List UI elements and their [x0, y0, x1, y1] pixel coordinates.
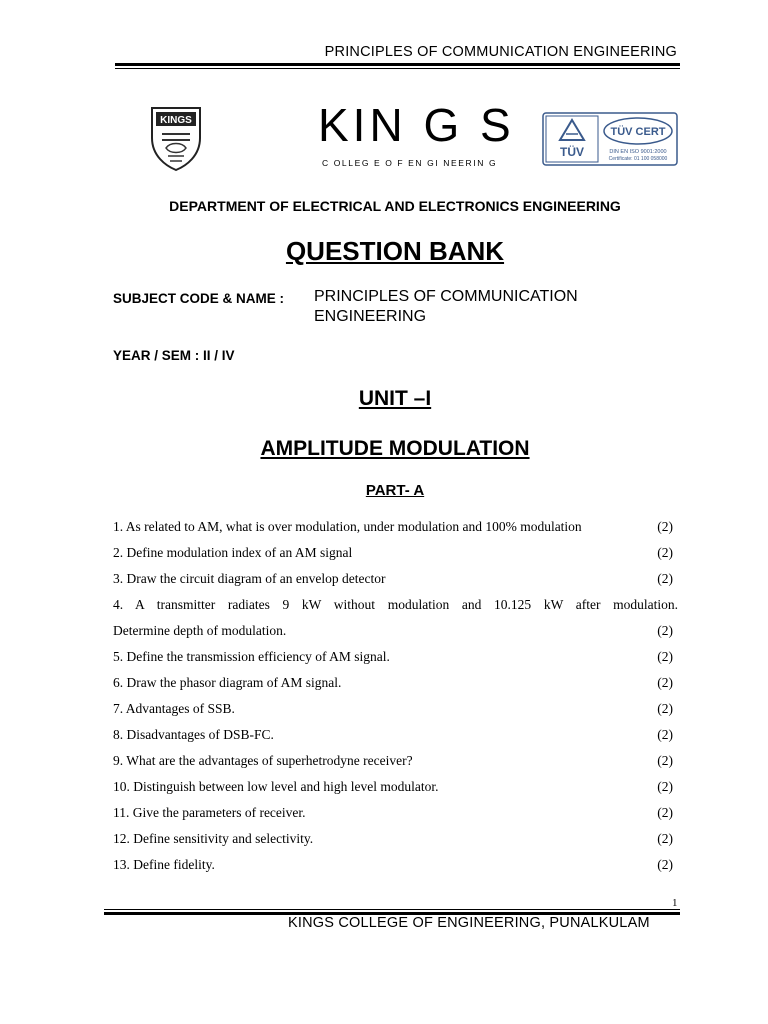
college-brand-subtitle: C OLLEG E O F EN GI NEERIN G [322, 158, 498, 168]
question-text: 9. What are the advantages of superhetrodyne receiver? [113, 753, 413, 768]
question-text: 5. Define the transmission efficiency of AM signal. [113, 649, 390, 664]
question-marks: (2) [657, 857, 673, 872]
question-marks: (2) [657, 753, 673, 768]
header-rule [115, 63, 680, 66]
question-marks: (2) [657, 831, 673, 846]
running-header-title: PRINCIPLES OF COMMUNICATION ENGINEERING [324, 44, 677, 60]
question-text: 10. Distinguish between low level and high level modulator. [113, 779, 439, 794]
running-footer-title: KINGS COLLEGE OF ENGINEERING, PUNALKULAM [288, 915, 650, 931]
part-heading: PART- A [365, 482, 425, 499]
footer-rule-thin [104, 909, 680, 910]
subject-label: SUBJECT CODE & NAME : [113, 291, 285, 306]
question-text: 7. Advantages of SSB. [113, 701, 235, 716]
question-text: 3. Draw the circuit diagram of an envelop detector [113, 571, 386, 586]
question-text-justified: 4. A transmitter radiates 9 kW without modulation and 10.125 kW after modulation. [113, 597, 678, 612]
question-text: 12. Define sensitivity and selectivity. [113, 831, 314, 846]
question-marks: (2) [657, 649, 673, 664]
question-marks: (2) [657, 545, 673, 560]
document-title: QUESTION BANK [285, 236, 505, 266]
header-rule-thin [115, 68, 680, 69]
tuv-cert-badge: TÜV CERT [610, 126, 666, 138]
question-marks: (2) [657, 675, 673, 690]
kings-crest-logo [148, 104, 204, 172]
topic-heading: AMPLITUDE MODULATION [260, 437, 530, 460]
question-marks: (2) [657, 779, 673, 794]
tuv-mark: TÜV [560, 145, 584, 159]
question-continuation-text: Determine depth of modulation. [113, 623, 287, 638]
department-heading: DEPARTMENT OF ELECTRICAL AND ELECTRONICS ENGINEERING [169, 198, 621, 214]
question-marks: (2) [657, 805, 673, 820]
year-semester: YEAR / SEM : II / IV [113, 348, 235, 363]
college-brand-name: KIN G S [318, 99, 515, 151]
subject-value-line2: ENGINEERING [314, 308, 427, 325]
question-marks: (2) [657, 623, 673, 638]
question-marks: (2) [657, 519, 673, 534]
tuv-cert-line2: Certificate: 01 100 058000 [608, 156, 668, 162]
question-text: 2. Define modulation index of an AM signal [113, 545, 353, 560]
tuv-cert-line1: DIN EN ISO 9001:2000 [609, 149, 667, 155]
unit-heading: UNIT –I [358, 387, 432, 410]
question-text: 13. Define fidelity. [113, 857, 215, 872]
question-text: 8. Disadvantages of DSB-FC. [113, 727, 274, 742]
question-marks: (2) [657, 701, 673, 716]
question-marks: (2) [657, 571, 673, 586]
subject-value-line1: PRINCIPLES OF COMMUNICATION [314, 288, 578, 305]
question-text: 11. Give the parameters of receiver. [113, 805, 306, 820]
question-text: 6. Draw the phasor diagram of AM signal. [113, 675, 342, 690]
subject-value [314, 287, 644, 327]
page-number: 1 [672, 897, 678, 909]
question-marks: (2) [657, 727, 673, 742]
crest-label: KINGS [160, 115, 192, 126]
question-text: 1. As related to AM, what is over modulation, under modulation and 100% modulation [113, 519, 582, 534]
tuv-cert-logo [542, 112, 678, 166]
